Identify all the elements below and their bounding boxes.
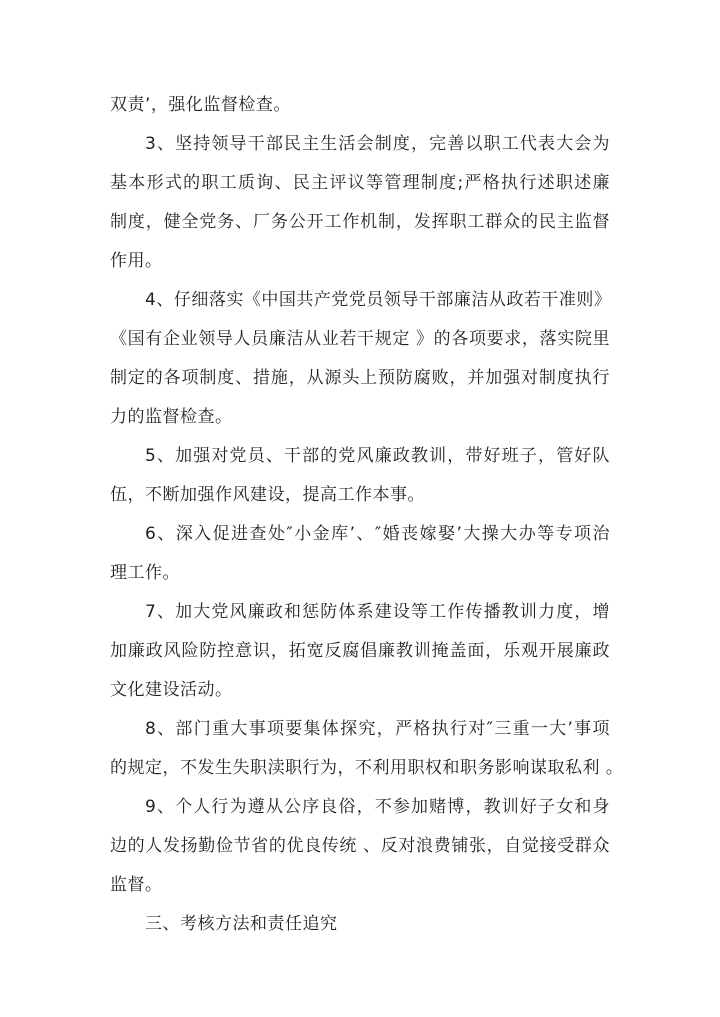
text-line-18: 的规定，不发生失职渎职行为，不利用职权和职务影响谋取私利 。 xyxy=(110,758,624,778)
text-line-15: 加廉政风险防控意识，拓宽反腐倡廉教训掩盖面，乐观开展廉政 xyxy=(110,641,610,661)
text-line-8: 制定的各项制度、措施，从源头上预防腐败，并加强对制度执行 xyxy=(110,368,610,388)
text-line-17: 8、部门重大事项要集体探究，严格执行对″三重一大’事项 xyxy=(145,719,610,739)
text-line-3: 基本形式的职工质询、民主评议等管理制度;严格执行述职述廉 xyxy=(110,173,610,193)
text-line-5: 作用。 xyxy=(110,251,163,271)
text-line-21: 监督。 xyxy=(110,875,163,895)
text-line-7: 《国有企业领导人员廉洁从业若干规定 》的各项要求，落实院里 xyxy=(110,329,610,349)
text-line-16: 文化建设活动。 xyxy=(110,680,233,700)
text-line-4: 制度，健全党务、厂务公开工作机制，发挥职工群众的民主监督 xyxy=(110,212,610,232)
section-heading: 三、考核方法和责任追究 xyxy=(145,914,338,934)
text-line-9: 力的监督检查。 xyxy=(110,407,233,427)
text-line-11: 伍，不断加强作风建设，提高工作本事。 xyxy=(110,485,425,505)
text-line-10: 5、加强对党员、干部的党风廉政教训，带好班子，管好队 xyxy=(145,446,610,466)
text-line-6: 4、仔细落实《中国共产党党员领导干部廉洁从政若干准则》 xyxy=(145,290,612,310)
text-line-19: 9、个人行为遵从公序良俗，不参加赌博，教训好子女和身 xyxy=(145,797,610,817)
text-line-13: 理工作。 xyxy=(110,563,180,583)
text-line-1: 双责’，强化监督检查。 xyxy=(110,95,291,115)
text-line-14: 7、加大党风廉政和惩防体系建设等工作传播教训力度，增 xyxy=(145,602,610,622)
text-line-12: 6、深入促进查处″小金库’、″婚丧嫁娶’大操大办等专项治 xyxy=(145,524,610,544)
text-line-2: 3、坚持领导干部民主生活会制度，完善以职工代表大会为 xyxy=(145,134,610,154)
text-line-20: 边的人发扬勤俭节省的优良传统 、反对浪费铺张，自觉接受群众 xyxy=(110,836,610,856)
